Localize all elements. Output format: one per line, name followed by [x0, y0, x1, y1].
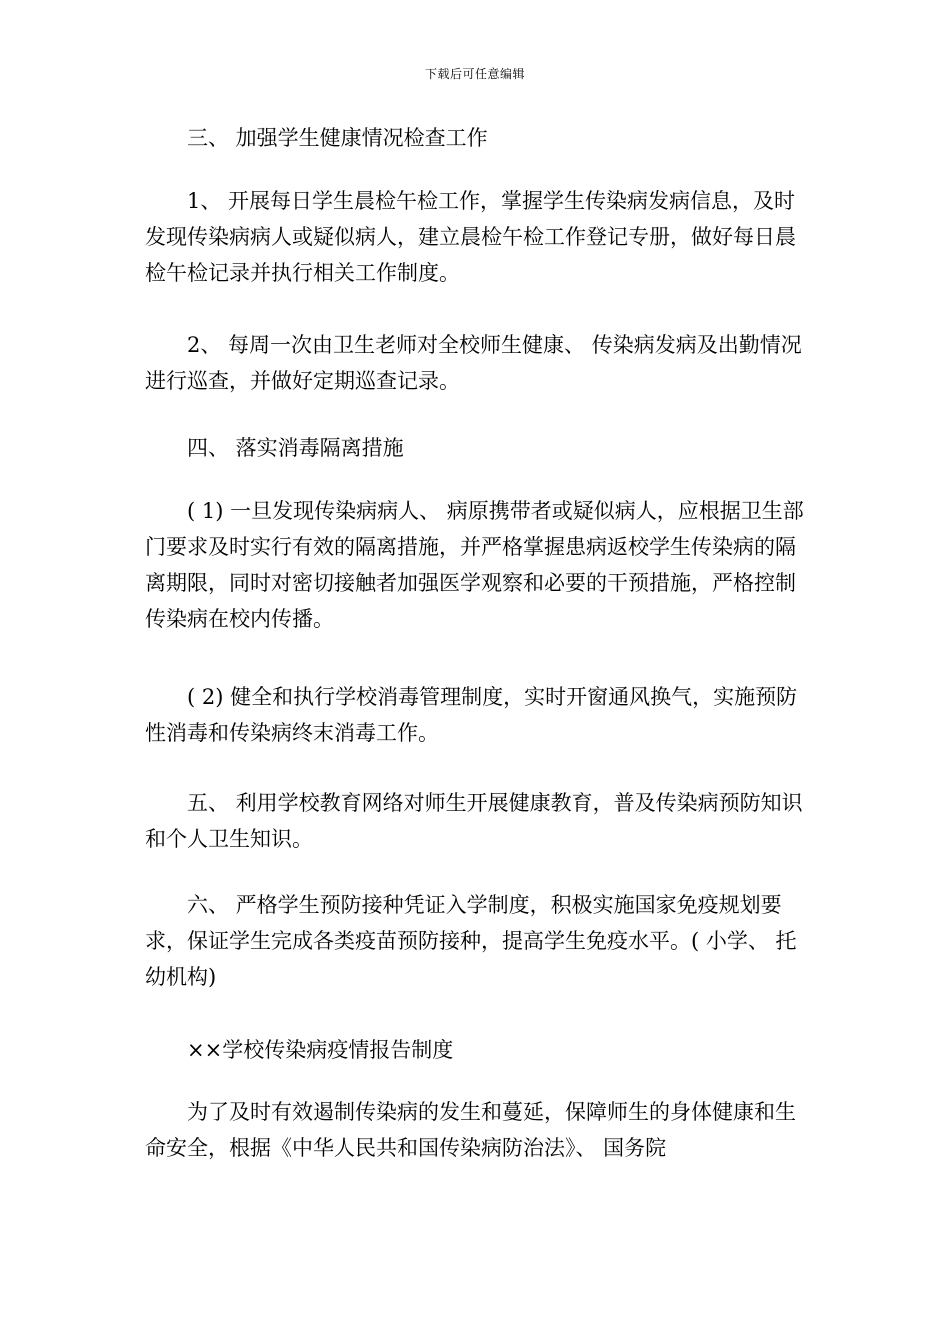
- document-title: ××学校传染病疫情报告制度: [187, 1038, 454, 1062]
- section-heading-3: 三、 加强学生健康情况检查工作: [187, 126, 488, 150]
- paragraph-measure-1: ( 1) 一旦发现传染病病人、 病原携带者或疑似病人，应根据卫生部门要求及时实行有效的隔离措施，并严格掌握患病返校学生传染病的隔离期限，同时对密切接触者加强医学观察和必要的干预措施，严格控制传染病在校内传播。: [145, 499, 804, 631]
- page-header: 下载后可任意编辑: [424, 67, 525, 81]
- section-heading-5: 五、 利用学校教育网络对师生开展健康教育，普及传染病预防知识和个人卫生知识。: [145, 791, 803, 851]
- section-heading-4: 四、 落实消毒隔离措施: [187, 436, 404, 460]
- intro-paragraph: 为了及时有效遏制传染病的发生和蔓延，保障师生的身体健康和生命安全，根据《中华人民共和国传染病防治法》、 国务院: [145, 1100, 796, 1160]
- paragraph-measure-2: ( 2) 健全和执行学校消毒管理制度，实时开窗通风换气，实施预防性消毒和传染病终末消毒工作。: [145, 685, 798, 745]
- paragraph-item-1: 1、 开展每日学生晨检午检工作，掌握学生传染病发病信息，及时发现传染病病人或疑似病人，建立晨检午检工作登记专册，做好每日晨检午检记录并执行相关工作制度。: [145, 189, 796, 285]
- paragraph-item-2: 2、 每周一次由卫生老师对全校师生健康、 传染病发病及出勤情况进行巡查，并做好定期巡查记录。: [145, 333, 802, 393]
- section-heading-6: 六、 严格学生预防接种凭证入学制度，积极实施国家免疫规划要求，保证学生完成各类疫苗预防接种，提高学生免疫水平。( 小学、 托幼机构): [145, 893, 797, 989]
